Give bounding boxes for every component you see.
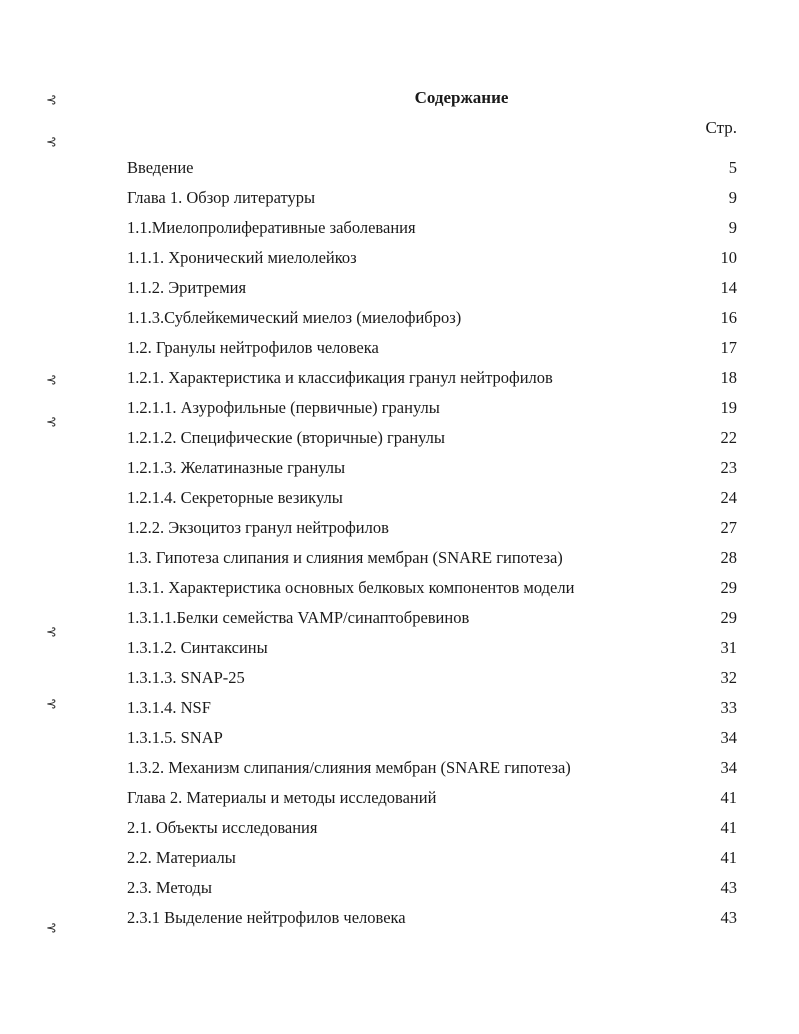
- toc-entry: [127, 276, 737, 306]
- toc-entry: [127, 636, 737, 666]
- toc-entry-page: 33: [720, 698, 737, 717]
- toc-entry-label: 1.3.1.4. NSF: [127, 698, 211, 717]
- toc-entry-page: 43: [720, 908, 737, 927]
- toc-entry-label: 1.2.1.4. Секреторные везикулы: [127, 488, 343, 507]
- toc-entry-page: 9: [728, 188, 737, 207]
- toc-entry-label: 2.2. Материалы: [127, 848, 236, 867]
- toc-entry-label: Введение: [127, 158, 194, 177]
- toc-entry: [127, 786, 737, 816]
- toc-entry: [127, 336, 737, 366]
- toc-entry-label: 1.3.1. Характеристика основных белковых компонентов модели: [127, 578, 575, 597]
- toc-entry-page: 18: [720, 368, 737, 387]
- toc-entry-page: 41: [720, 788, 737, 807]
- toc-entry-page: 22: [720, 428, 737, 447]
- page-column-header: Стр.: [705, 118, 737, 137]
- toc-entry: [127, 816, 737, 846]
- toc-entry: [127, 366, 737, 396]
- toc-entry-page: 29: [720, 608, 737, 627]
- toc-entry-label: 1.2.2. Экзоцитоз гранул нейтрофилов: [127, 518, 389, 537]
- toc-entry-page: 31: [720, 638, 737, 657]
- toc-entry-page: 19: [720, 398, 737, 417]
- toc-entry-page: 29: [720, 578, 737, 597]
- toc-entry-label: 1.3.1.2. Синтаксины: [127, 638, 268, 657]
- toc-entry-page: 16: [720, 308, 737, 327]
- toc-entry-label: Глава 2. Материалы и методы исследований: [127, 788, 437, 807]
- binding-hole-mark-icon: ⊰: [46, 134, 57, 149]
- toc-entry-page: 27: [720, 518, 737, 537]
- toc-entry-label: 1.1.2. Эритремия: [127, 278, 247, 297]
- toc-entry-page: 43: [720, 878, 737, 897]
- binding-hole-mark-icon: ⊰: [46, 372, 57, 387]
- toc-entry-label: 1.3.1.3. SNAP-25: [127, 668, 245, 687]
- toc-entry: [127, 186, 737, 216]
- binding-hole-mark-icon: ⊰: [46, 414, 57, 429]
- toc-entry: [127, 576, 737, 606]
- table-of-contents: [127, 156, 737, 936]
- toc-entry: [127, 306, 737, 336]
- toc-entry-page: 17: [720, 338, 737, 357]
- toc-entry-page: 5: [728, 158, 737, 177]
- toc-entry-label: 1.3. Гипотеза слипания и слияния мембран (SNARE гипотеза): [127, 548, 563, 567]
- toc-entry-label: 1.2. Гранулы нейтрофилов человека: [127, 338, 379, 357]
- binding-hole-mark-icon: ⊰: [46, 624, 57, 639]
- toc-entry-page: 14: [720, 278, 737, 297]
- binding-hole-mark-icon: ⊰: [46, 92, 57, 107]
- toc-entry: [127, 606, 737, 636]
- toc-entry: [127, 756, 737, 786]
- binding-hole-mark-icon: ⊰: [46, 920, 57, 935]
- toc-entry: [127, 546, 737, 576]
- toc-entry: [127, 486, 737, 516]
- toc-entry-label: 1.3.1.5. SNAP: [127, 728, 223, 747]
- toc-entry: [127, 846, 737, 876]
- toc-entry-label: 2.1. Объекты исследования: [127, 818, 318, 837]
- toc-entry: [127, 156, 737, 186]
- toc-entry-label: 2.3. Методы: [127, 878, 212, 897]
- toc-entry: [127, 396, 737, 426]
- toc-entry: [127, 246, 737, 276]
- toc-entry-label: 1.2.1.3. Желатиназные гранулы: [127, 458, 346, 477]
- toc-entry-page: 41: [720, 818, 737, 837]
- toc-entry: [127, 696, 737, 726]
- toc-entry-page: 32: [720, 668, 737, 687]
- toc-entry: [127, 216, 737, 246]
- toc-entry-label: 2.3.1 Выделение нейтрофилов человека: [127, 908, 406, 927]
- toc-entry-page: 9: [728, 218, 737, 237]
- toc-entry: [127, 456, 737, 486]
- page-title: Содержание: [414, 88, 509, 107]
- toc-entry: [127, 516, 737, 546]
- toc-entry-label: 1.2.1.1. Азурофильные (первичные) гранулы: [127, 398, 440, 417]
- toc-entry-page: 41: [720, 848, 737, 867]
- toc-entry-label: 1.1.3.Сублейкемический миелоз (миелофиброз): [127, 308, 462, 327]
- binding-hole-mark-icon: ⊰: [46, 696, 57, 711]
- toc-entry-label: Глава 1. Обзор литературы: [127, 188, 316, 207]
- toc-entry-label: 1.3.1.1.Белки семейства VAMP/синаптобревинов: [127, 608, 470, 627]
- toc-entry-page: 28: [720, 548, 737, 567]
- toc-entry-page: 34: [720, 758, 737, 777]
- toc-entry-label: 1.2.1. Характеристика и классификация гранул нейтрофилов: [127, 368, 553, 387]
- toc-entry: [127, 876, 737, 906]
- toc-entry-page: 23: [720, 458, 737, 477]
- toc-entry-label: 1.2.1.2. Специфические (вторичные) гранулы: [127, 428, 445, 447]
- toc-entry-page: 24: [720, 488, 737, 507]
- toc-entry-label: 1.1.1. Хронический миелолейкоз: [127, 248, 357, 267]
- toc-entry-page: 34: [720, 728, 737, 747]
- toc-entry: [127, 666, 737, 696]
- toc-entry: [127, 906, 737, 936]
- toc-entry: [127, 426, 737, 456]
- toc-entry-page: 10: [720, 248, 737, 267]
- toc-entry-label: 1.1.Миелопролиферативные заболевания: [127, 218, 416, 237]
- toc-entry: [127, 726, 737, 756]
- toc-entry-label: 1.3.2. Механизм слипания/слияния мембран (SNARE гипотеза): [127, 758, 571, 777]
